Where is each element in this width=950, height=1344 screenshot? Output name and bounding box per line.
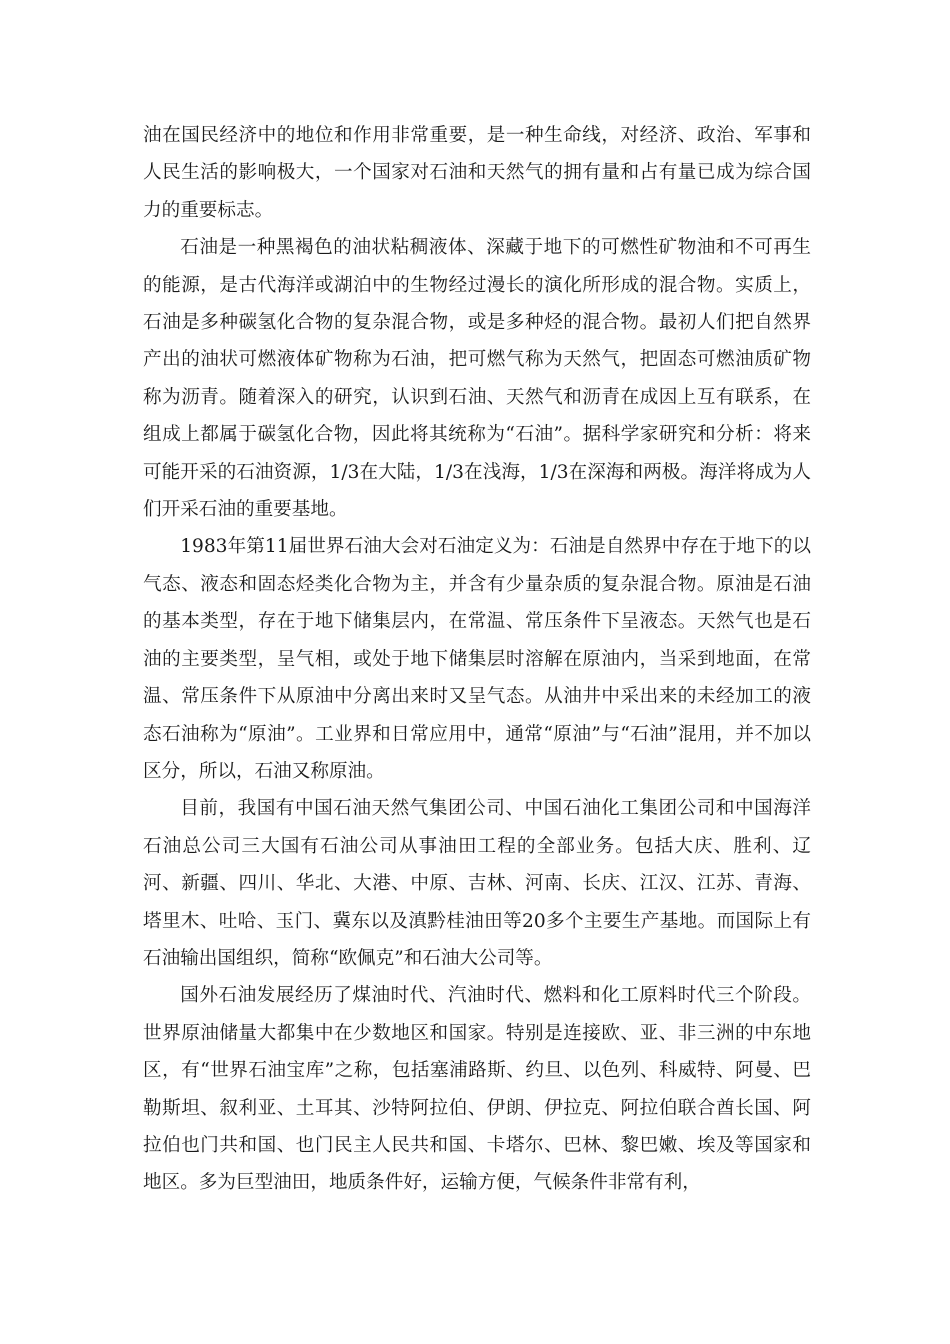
paragraph-4: 目前，我国有中国石油天然气集团公司、中国石油化工集团公司和中国海洋石油总公司三大国有石油公司从事油田工程的全部业务。包括大庆、胜利、辽河、新疆、四川、华北、大港、中原、吉林、河南、长庆、江汉、江苏、青海、塔里木、吐哈、玉门、冀东以及滇黔桂油田等20多个主要生产基地。而国际上有石油输出国组织，简称“欧佩克”和石油大公司等。 bbox=[143, 798, 811, 969]
paragraph-1-continued: 油在国民经济中的地位和作用非常重要，是一种生命线，对经济、政治、军事和人民生活的影响极大，一个国家对石油和天然气的拥有量和占有量已成为综合国力的重要标志。 bbox=[143, 125, 811, 221]
paragraph-2: 石油是一种黑褐色的油状粘稠液体、深藏于地下的可燃性矿物油和不可再生的能源，是古代海洋或湖泊中的生物经过漫长的演化所形成的混合物。实质上，石油是多种碳氢化合物的复杂混合物，或是多种烃的混合物。最初人们把自然界产出的油状可燃液体矿物称为石油，把可燃气称为天然气，把固态可燃油质矿物称为沥青。随着深入的研究，认识到石油、天然气和沥青在成因上互有联系，在组成上都属于碳氢化合物，因此将其统称为“石油”。据科学家研究和分析：将来可能开采的石油资源，1/3在大陆，1/3在浅海，1/3在深海和两极。海洋将成为人们开采石油的重要基地。 bbox=[143, 237, 811, 521]
paragraph-3: 1983年第11届世界石油大会对石油定义为：石油是自然界中存在于地下的以气态、液态和固态烃类化合物为主，并含有少量杂质的复杂混合物。原油是石油的基本类型，存在于地下储集层内，在常温、常压条件下呈液态。天然气也是石油的主要类型，呈气相，或处于地下储集层时溶解在原油内，当采到地面，在常温、常压条件下从原油中分离出来时又呈气态。从油井中采出来的未经加工的液态石油称为“原油”。工业界和日常应用中，通常“原油”与“石油”混用，并不加以区分，所以，石油又称原油。 bbox=[143, 536, 811, 782]
document-body bbox=[143, 117, 811, 1202]
paragraph-5: 国外石油发展经历了煤油时代、汽油时代、燃料和化工原料时代三个阶段。世界原油储量大都集中在少数地区和国家。特别是连接欧、亚、非三洲的中东地区，有“世界石油宝库”之称，包括塞浦路斯、约旦、以色列、科威特、阿曼、巴勒斯坦、叙利亚、土耳其、沙特阿拉伯、伊朗、伊拉克、阿拉伯联合酋长国、阿拉伯也门共和国、也门民主人民共和国、卡塔尔、巴林、黎巴嫩、埃及等国家和地区。多为巨型油田，地质条件好，运输方便，气候条件非常有利， bbox=[143, 985, 811, 1194]
